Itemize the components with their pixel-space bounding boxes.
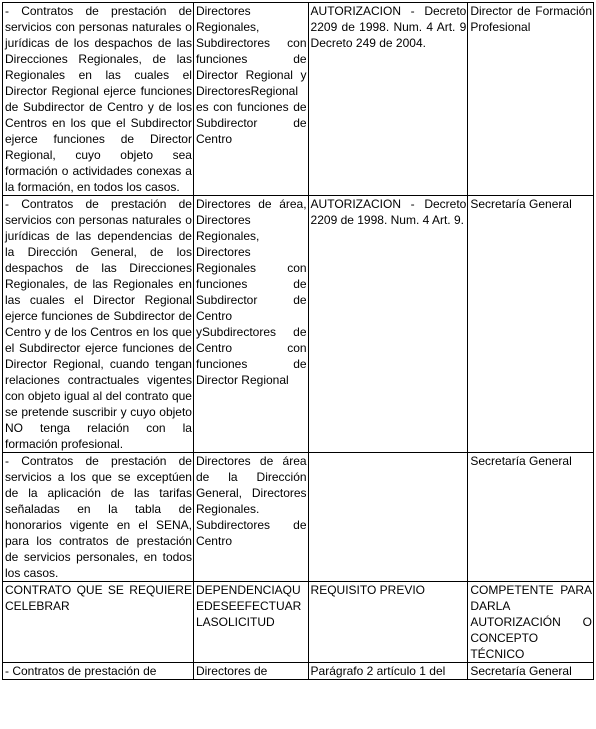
prior-requirement-cell — [308, 453, 468, 582]
requesting-office-cell: Directores de área de la Dirección General, Directores Regionales. Subdirectores de Centro — [193, 453, 308, 582]
prior-requirement-cell: AUTORIZACION - Decreto 2209 de 1998. Num. 4 Art. 9. — [308, 196, 468, 453]
header-competent-authority: COMPETENTE PARA DARLA AUTORIZACIÓN O CONCEPTO TÉCNICO — [468, 582, 594, 663]
contract-cell: - Contratos de prestación de servicios con personas naturales o jurídicas de los despachos de las Direcciones Regionales, de las Regionales en las cuales el Director Regional ejerce funciones de Subdirector de Centro y de los Centros en los que el Subdirector ejerce funciones de Director Regional, cuyo objeto sea formación o actividades conexas a la formación, en todos los casos. — [3, 3, 194, 196]
header-contract: CONTRATO QUE SE REQUIERE CELEBRAR — [3, 582, 194, 663]
table-row — [3, 196, 594, 453]
table-header-row — [3, 582, 594, 663]
prior-requirement-cell: Parágrafo 2 artículo 1 del — [308, 663, 468, 680]
requesting-office-cell: Directores Regionales, Subdirectores con funciones de Director Regional y DirectoresRegional es con funciones de Subdirector de Centro — [193, 3, 308, 196]
competent-authority-cell: Secretaría General — [468, 663, 594, 680]
table-row — [3, 663, 594, 680]
header-requesting-office: DEPENDENCIAQUEDESEEFECTUARLASOLICITUD — [193, 582, 308, 663]
requesting-office-cell: Directores de área, Directores Regionales, Directores Regionales con funciones de Subdirector de Centro ySubdirectores de Centro con funciones de Director Regional — [193, 196, 308, 453]
competent-authority-cell: Director de Formación Profesional — [468, 3, 594, 196]
header-prior-requirement: REQUISITO PREVIO — [308, 582, 468, 663]
table-row — [3, 3, 594, 196]
authorization-table — [2, 2, 594, 680]
competent-authority-cell: Secretaría General — [468, 453, 594, 582]
competent-authority-cell: Secretaría General — [468, 196, 594, 453]
requesting-office-cell: Directores de — [193, 663, 308, 680]
prior-requirement-cell: AUTORIZACION - Decreto 2209 de 1998. Num. 4 Art. 9 Decreto 249 de 2004. — [308, 3, 468, 196]
contract-cell: - Contratos de prestación de servicios a los que se exceptúen de la aplicación de las tarifas señaladas en la tabla de honorarios vigente en el SENA, para los contratos de prestación de servicios personales, en todos los casos. — [3, 453, 194, 582]
contract-cell: - Contratos de prestación de — [3, 663, 194, 680]
table-row — [3, 453, 594, 582]
contract-cell: - Contratos de prestación de servicios con personas naturales o jurídicas de las dependencias de la Dirección General, de los despachos de las Direcciones Regionales, de las Regionales en las cuales el Director Regional ejerce funciones de Subdirector de Centro y de los Centros en los que el Subdirector ejerce funciones de Director Regional, cuando tengan relaciones contractuales vigentes con objeto igual al del contrato que se pretende suscribir y cuyo objeto NO tenga relación con la formación profesional. — [3, 196, 194, 453]
